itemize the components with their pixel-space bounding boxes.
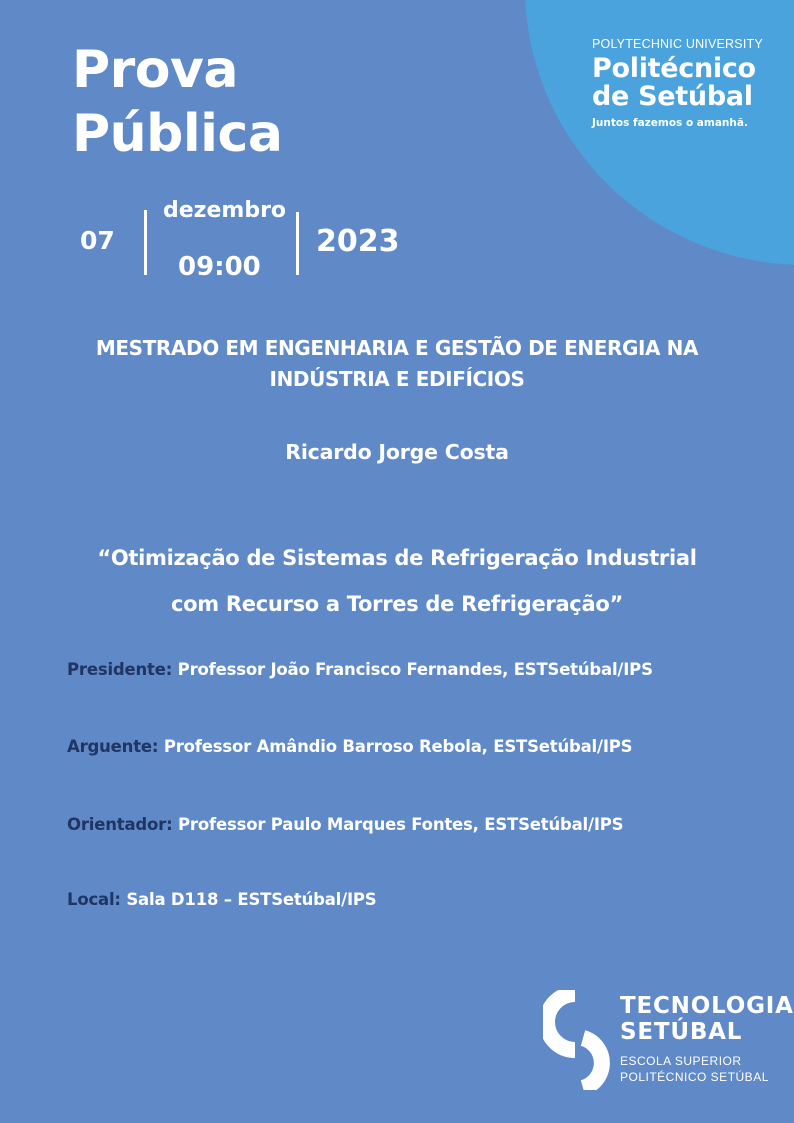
student-name: Ricardo Jorge Costa <box>285 440 509 464</box>
date-divider <box>144 210 147 275</box>
jury-label: Arguente: <box>67 737 159 756</box>
course-line1: MESTRADO EM ENGENHARIA E GESTÃO DE ENERGIA NA <box>95 336 699 360</box>
location-value: Sala D118 – ESTSetúbal/IPS <box>126 890 377 909</box>
jury-supervisor <box>67 815 623 834</box>
title-line1: Prova <box>72 40 238 100</box>
title-line2: Pública <box>72 104 283 164</box>
event-location <box>67 890 376 909</box>
jury-value: Professor João Francisco Fernandes, ESTSetúbal/IPS <box>177 660 653 679</box>
date-month: dezembro <box>163 198 287 223</box>
date-time: 09:00 <box>178 252 261 282</box>
school-logo-text <box>620 993 794 1085</box>
location-label: Local: <box>67 890 121 909</box>
course-title <box>30 333 764 395</box>
ips-name-line2: de Setúbal <box>592 81 753 112</box>
course-line2: INDÚSTRIA E EDIFÍCIOS <box>269 367 525 391</box>
ips-tagline: Juntos fazemos o amanhã. <box>592 117 748 129</box>
thesis-line1: “Otimização de Sistemas de Refrigeração Industrial <box>97 546 697 570</box>
jury-label: Orientador: <box>67 815 173 834</box>
date-year: 2023 <box>316 224 400 259</box>
jury-president <box>67 660 653 679</box>
date-divider <box>296 212 299 275</box>
ips-name <box>592 55 782 111</box>
jury-value: Professor Paulo Marques Fontes, ESTSetúbal/IPS <box>178 815 624 834</box>
school-name-line1: TECNOLOGIA <box>620 993 794 1019</box>
ips-name-line1: Politécnico <box>592 53 756 84</box>
jury-examiner <box>67 737 632 756</box>
thesis-title <box>30 535 764 627</box>
date-day: 07 <box>80 226 115 255</box>
ips-logo <box>592 37 782 129</box>
school-subtitle-line1: ESCOLA SUPERIOR <box>620 1054 742 1068</box>
school-subtitle <box>620 1053 794 1085</box>
thesis-line2: com Recurso a Torres de Refrigeração” <box>171 592 623 616</box>
school-name-line2: SETÚBAL <box>620 1019 743 1045</box>
ips-top-line: POLYTECHNIC UNIVERSITY <box>592 37 763 51</box>
jury-label: Presidente: <box>67 660 173 679</box>
jury-value: Professor Amândio Barroso Rebola, ESTSetúbal/IPS <box>163 737 633 756</box>
page-title <box>72 38 282 166</box>
school-subtitle-line2: POLITÉCNICO SETÚBAL <box>620 1070 769 1084</box>
